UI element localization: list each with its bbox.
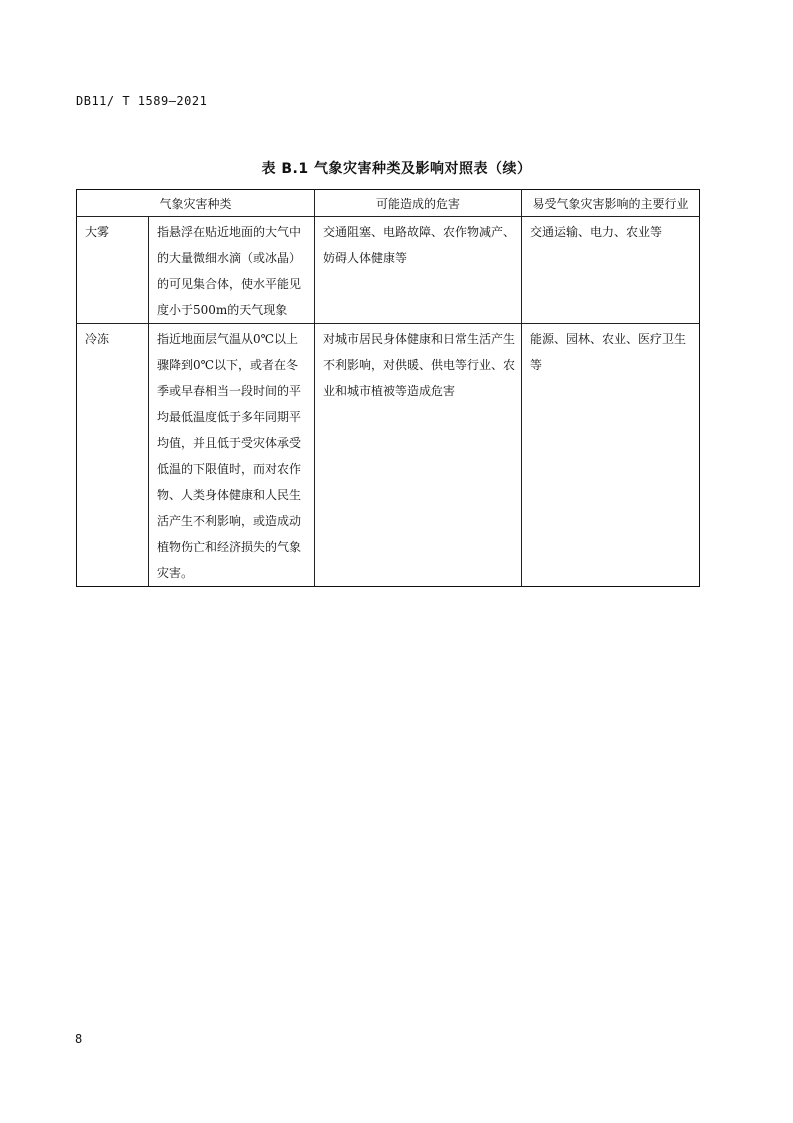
hazard-name: 大雾 <box>85 225 110 239</box>
hazard-name-cell <box>77 324 149 587</box>
hazard-impact-table <box>76 189 700 587</box>
hazard-harm-cell <box>315 324 522 587</box>
column-header-affected-industries: 易受气象灾害影响的主要行业 <box>522 190 700 217</box>
hazard-harm: 交通阻塞、电路故障、农作物减产、妨碍人体健康等 <box>323 225 516 265</box>
hazard-industries: 能源、园林、农业、医疗卫生等 <box>530 332 687 372</box>
hazard-definition-cell <box>149 324 315 587</box>
hazard-name: 冷冻 <box>85 332 110 346</box>
column-header-hazard-type: 气象灾害种类 <box>77 190 315 217</box>
table-title: 表 B.1 气象灾害种类及影响对照表（续） <box>261 161 532 177</box>
hazard-harm-cell <box>315 217 522 324</box>
hazard-definition: 指近地面层气温从0℃以上骤降到0℃以下，或者在冬季或早春相当一段时间的平均最低温度低于多年同期平均值，并且低于受灾体承受低温的下限值时，而对农作物、人类身体健康和人民生活产生不利影响，或造成动植物伤亡和经济损失的气象灾害。 <box>157 332 302 580</box>
standard-code: DB11/ T 1589—2021 <box>76 94 208 108</box>
hazard-definition-cell <box>149 217 315 324</box>
table-row-fog <box>77 217 700 324</box>
hazard-industries-cell <box>522 217 700 324</box>
page-number: 8 <box>75 1032 83 1046</box>
hazard-name-cell <box>77 217 149 324</box>
hazard-industries-cell <box>522 324 700 587</box>
table-row-frost <box>77 324 700 587</box>
table-header-row <box>77 190 700 217</box>
hazard-harm: 对城市居民身体健康和日常生活产生不利影响，对供暖、供电等行业、农业和城市植被等造成危害 <box>323 332 516 398</box>
hazard-industries: 交通运输、电力、农业等 <box>530 225 663 239</box>
column-header-possible-harm: 可能造成的危害 <box>315 190 522 217</box>
hazard-definition: 指悬浮在贴近地面的大气中的大量微细水滴（或冰晶）的可见集合体，使水平能见度小于500m的天气现象 <box>157 225 302 317</box>
